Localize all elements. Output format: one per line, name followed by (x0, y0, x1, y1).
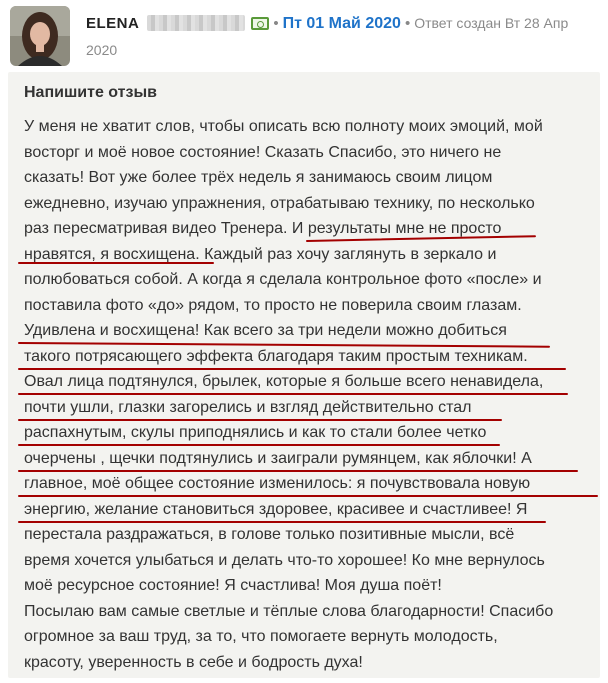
review-line: моё ресурсное состояние! Я счастлива! Моя душа поёт! (24, 577, 442, 594)
review-line: раз пересматривая видео Тренера. И результаты мне не просто (24, 220, 502, 237)
review-header (0, 0, 608, 70)
red-underline-mark (18, 368, 566, 370)
separator-dot: • (404, 15, 411, 32)
review-line: Овал лица подтянулся, брылек, которые я больше всего ненавидела, (24, 373, 544, 390)
red-underline-mark (18, 444, 500, 446)
response-created-label: Ответ создан Вт 28 Апр 2020 (86, 15, 569, 58)
review-meta (86, 10, 598, 64)
review-line: такого потрясающего эффекта благодаря таким простым техникам. (24, 347, 528, 365)
red-underline-mark (18, 470, 578, 472)
red-underline-mark (18, 495, 598, 497)
review-line: распахнутым, скулы приподнялись и как то стали более четко (24, 424, 487, 441)
user-photo-icon (10, 6, 70, 66)
review-line: Посылаю вам самые светлые и тёплые слова благодарности! Спасибо (24, 602, 554, 620)
separator-dot: • (273, 15, 279, 32)
review-line: нравятся, я восхищена. Каждый раз хочу заглянуть в зеркало и (24, 245, 497, 263)
red-underline-mark (18, 393, 568, 395)
review-title: Напишите отзыв (24, 84, 157, 101)
review-line: красоту, уверенность в себе и бодрость духа! (24, 653, 363, 671)
review-box (8, 72, 600, 678)
review-date: Пт 01 Май 2020 (282, 15, 401, 32)
review-line: поставила фото «до» рядом, то просто не поверила своим глазам. (24, 296, 522, 314)
money-badge-icon (251, 17, 269, 30)
review-line: ежедневно, изучаю упражнения, отрабатываю технику, по несколько (24, 194, 535, 212)
red-underline-mark (18, 419, 502, 421)
review-line: почти ушли, глазки загорелись и взгляд действительно стал (24, 398, 472, 416)
review-line: энергию, желание становиться здоровее, красивее и счастливее! Я (24, 500, 528, 518)
blurred-surname (147, 15, 245, 31)
review-line: перестала раздражаться, в голове только позитивные мысли, всё (24, 526, 515, 543)
avatar[interactable] (10, 6, 70, 66)
review-line: главное, моё общее состояние изменилось: я почувствовала новую (24, 475, 531, 492)
review-line: У меня не хватит слов, чтобы описать всю полноту моих эмоций, мой (24, 118, 543, 135)
review-line: полюбоваться собой. А когда я сделала контрольное фото «после» и (24, 271, 542, 288)
review-line: Удивлена и восхищена! Как всего за три недели можно добиться (24, 322, 507, 339)
author-name[interactable]: ELENA (86, 15, 140, 32)
red-underline-mark (18, 521, 546, 523)
review-line: сказать! Вот уже более трёх недель я занимаюсь своим лицом (24, 169, 493, 186)
review-line: восторг и моё новое состояние! Сказать Спасибо, это ничего не (24, 143, 502, 161)
red-underline-mark (18, 262, 214, 264)
review-line: время хочется улыбаться и делать что-то хорошее! Ко мне вернулось (24, 551, 545, 569)
review-line: очерчены , щечки подтянулись и заиграли румянцем, как яблочки! А (24, 449, 532, 467)
review-line: огромное за ваш труд, за то, что помогаете вернуть молодость, (24, 628, 498, 645)
